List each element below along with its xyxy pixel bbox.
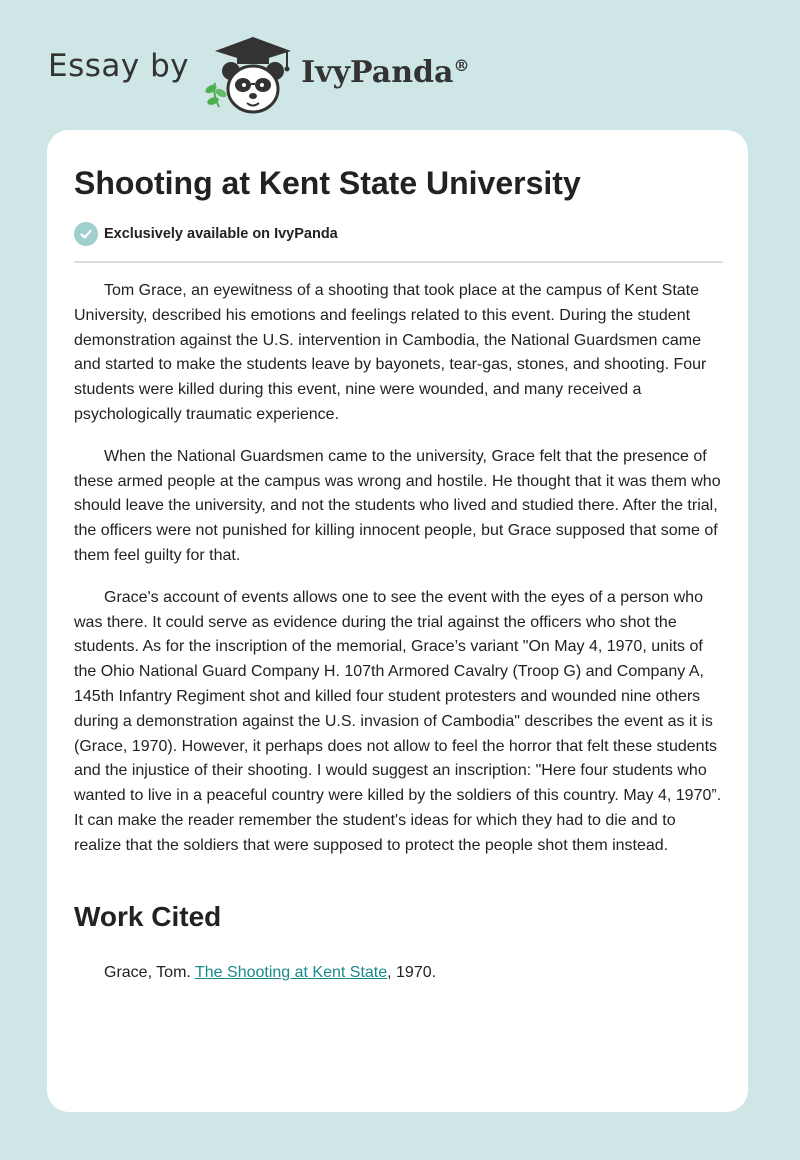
brand-name — [301, 55, 469, 90]
works-cited-heading: Work Cited — [74, 901, 222, 932]
page-title: Shooting at Kent State University — [74, 165, 581, 201]
registered-mark: ® — [453, 55, 470, 75]
exclusive-label: Exclusively available on IvyPanda — [104, 226, 338, 242]
leaf-icon — [204, 83, 228, 107]
citation-link[interactable]: The Shooting at Kent State — [195, 964, 388, 981]
divider — [74, 261, 723, 263]
check-icon — [74, 222, 98, 246]
panda-graduate-logo-icon — [203, 33, 297, 117]
paragraph: Grace's account of events allows one to see the event with the eyes of a person who was there. It could serve as evidence during the trial against the officers who shot the students. As for the inscription of the memorial, Grace’s variant "On May 4, 1970, units of the Ohio National Guard Company H. 107th Armored Cavalry (Troop G) and Company A, 145th Infantry Regiment shot and killed four student protesters and wounded nine others during a demonstration against the U.S. invasion of Cambodia" describes the event as it is (Grace, 1970). However, it perhaps does not allow to feel the horror that felt these students and the injustice of their shooting. I would suggest an inscription: "Here four students who wanted to live in a peaceful country were killed by the soldiers of this country. May 4, 1970”. It can make the reader remember the student's ideas for which they had to die and to realize that the soldiers that were supposed to protect the people shot them instead. — [74, 588, 722, 854]
citation-prefix: Grace, Tom. — [104, 964, 195, 981]
essay-body — [74, 279, 726, 876]
essay-by-label: Essay by — [48, 48, 190, 84]
paragraph: When the National Guardsmen came to the university, Grace felt that the presence of these armed people at the campus was wrong and hostile. He thought that it was them who should leave the university, and not the students who lived and studied there. After the trial, the officers were not punished for killing innocent people, but Grace supposed that some of them feel guilty for that. — [74, 447, 721, 564]
brand-text: IvyPanda — [301, 54, 454, 90]
exclusive-badge — [74, 222, 338, 246]
citation-suffix: , 1970. — [387, 964, 437, 981]
citation — [104, 961, 436, 985]
paragraph: Tom Grace, an eyewitness of a shooting that took place at the campus of Kent State University, described his emotions and feelings related to this event. During the student demonstration against the U.S. intervention in Cambodia, the National Guardsmen came and started to make the students leave by bayonets, tear-gas, stones, and shooting. Four students were killed during this event, nine were wounded, and many received a psychologically traumatic experience. — [74, 282, 707, 423]
site-header — [48, 30, 469, 120]
essay-card — [47, 130, 748, 1112]
